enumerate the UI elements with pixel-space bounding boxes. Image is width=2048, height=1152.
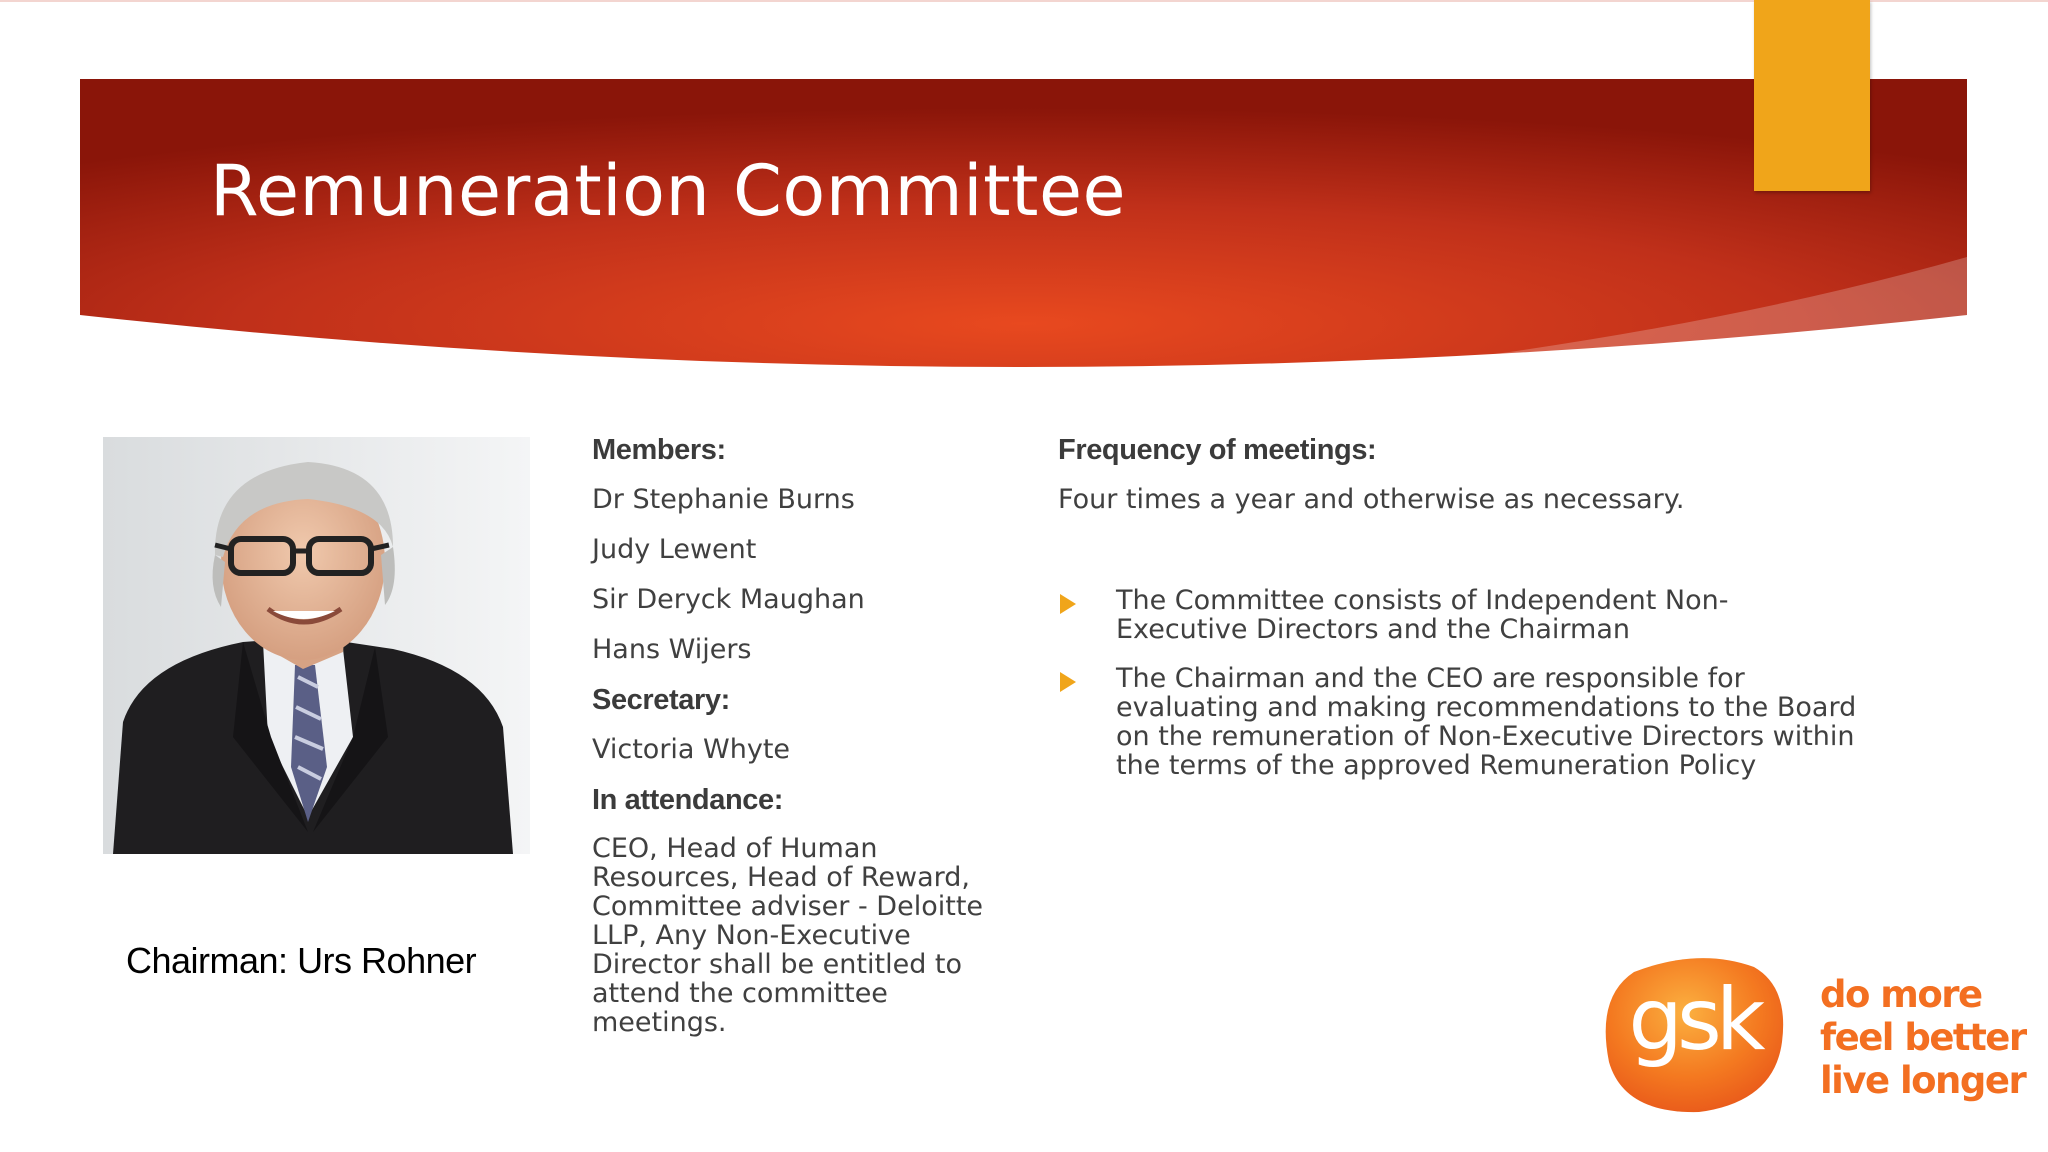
attendance-heading: In attendance: [592, 784, 783, 816]
accent-tab [1754, 0, 1870, 191]
slide-title: Remuneration Committee [210, 150, 1127, 232]
bullet-list [1058, 586, 1858, 800]
bullet-text: The Chairman and the CEO are responsible for evaluating and making recommendations to the Board on the remuneration of Non-Executive Directors within the terms of the approved Remuneration Policy [1116, 663, 1857, 781]
secretary-heading: Secretary: [592, 684, 730, 716]
frequency-text: Four times a year and otherwise as necessary. [1058, 484, 1685, 515]
bullet-arrow-icon [1060, 672, 1076, 692]
members-column [592, 430, 1002, 1037]
gsk-wordmark: gsk [1628, 970, 1760, 1070]
chairman-photo [103, 437, 530, 854]
bullet-item [1058, 664, 1858, 780]
attendance-text: CEO, Head of Human Resources, Head of Reward, Committee adviser - Deloitte LLP, Any Non-Executive Director shall be entitled to attend the committee meetings. [592, 833, 984, 1038]
secretary-name: Victoria Whyte [592, 734, 791, 765]
frequency-column [1058, 430, 1858, 530]
member-name: Sir Deryck Maughan [592, 584, 865, 615]
tagline-line: feel better [1820, 1016, 2026, 1059]
bullet-arrow-icon [1060, 594, 1076, 614]
top-divider [0, 0, 2048, 2]
bullet-item [1058, 586, 1858, 644]
member-name: Hans Wijers [592, 634, 752, 665]
tagline-line: live longer [1820, 1059, 2026, 1102]
gsk-tagline [1820, 973, 2026, 1102]
bullet-text: The Committee consists of Independent Non-Executive Directors and the Chairman [1116, 585, 1729, 645]
members-heading: Members: [592, 434, 726, 466]
frequency-heading: Frequency of meetings: [1058, 434, 1377, 466]
chairman-caption: Chairman: Urs Rohner [126, 940, 477, 981]
member-name: Dr Stephanie Burns [592, 484, 855, 515]
tagline-line: do more [1820, 973, 1982, 1016]
member-name: Judy Lewent [592, 534, 757, 565]
